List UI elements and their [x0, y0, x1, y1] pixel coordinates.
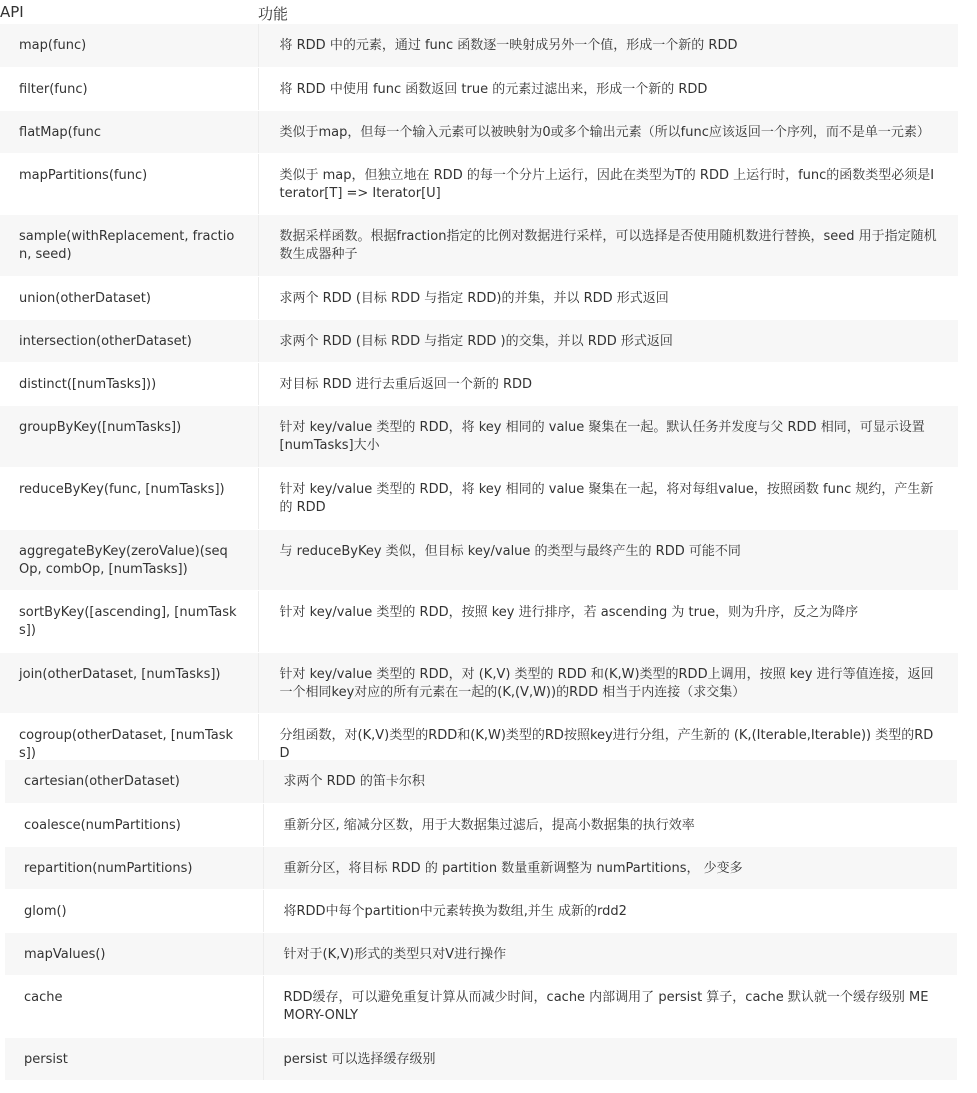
- api-cell: map(func): [19, 38, 87, 53]
- description-cell: 针对 key/value 类型的 RDD，将 key 相同的 value 聚集在一起，将对每组value，按照函数 func 规约，产生新的 RDD: [279, 481, 934, 515]
- description-cell: 数据采样函数。根据fraction指定的比例对数据进行采样，可以选择是否使用随机数进行替换，seed 用于指定随机数生成器种子: [279, 228, 937, 262]
- table-row: [0, 590, 958, 652]
- api-cell: intersection(otherDataset): [19, 333, 192, 349]
- table-row: [0, 24, 958, 67]
- description-cell: 将 RDD 中使用 func 函数返回 true 的元素过滤出来，形成一个新的 RDD: [279, 81, 708, 97]
- api-cell: mapPartitions(func): [19, 167, 148, 183]
- table-row: [0, 713, 958, 763]
- description-cell: 求两个 RDD (目标 RDD 与指定 RDD)的并集，并以 RDD 形式返回: [279, 290, 669, 306]
- api-cell: cogroup(otherDataset, [numTasks]): [19, 727, 234, 761]
- description-cell: 求两个 RDD (目标 RDD 与指定 RDD )的交集，并以 RDD 形式返回: [279, 333, 673, 349]
- table-row: [0, 529, 958, 590]
- table-row: [0, 153, 958, 214]
- table-header: [0, 0, 977, 24]
- table-row: [5, 889, 957, 932]
- table-row: [0, 319, 958, 362]
- description-cell: 求两个 RDD 的笛卡尔积: [283, 774, 425, 789]
- table-row: [5, 760, 957, 803]
- api-cell: filter(func): [19, 81, 88, 97]
- table-row: [0, 467, 958, 529]
- description-cell: 重新分区，将目标 RDD 的 partition 数量重新调整为 numPartitions， 少变多: [283, 860, 743, 876]
- api-cell: flatMap(func: [19, 124, 101, 140]
- table-row: [0, 110, 958, 153]
- api-cell: join(otherDataset, [numTasks]): [19, 666, 221, 682]
- description-cell: 将RDD中每个partition中元素转换为数组,并生 成新的rdd2: [283, 903, 627, 919]
- api-cell: mapValues(): [24, 946, 106, 962]
- table-row: [0, 214, 958, 276]
- api-cell: cache: [24, 989, 63, 1005]
- api-cell: persist: [24, 1051, 68, 1067]
- api-cell: union(otherDataset): [19, 290, 151, 306]
- description-cell: 类似于map，但每一个输入元素可以被映射为0或多个输出元素（所以func应该返回一个序列，而不是单一元素）: [279, 124, 930, 140]
- api-cell: glom(): [24, 903, 67, 919]
- api-cell: sample(withReplacement, fraction, seed): [19, 228, 235, 262]
- table-row: [5, 975, 957, 1037]
- description-cell: 对目标 RDD 进行去重后返回一个新的 RDD: [279, 376, 533, 392]
- api-table-main: [0, 24, 958, 764]
- api-cell: reduceByKey(func, [numTasks]): [19, 481, 225, 497]
- table-row: [5, 1037, 957, 1080]
- api-cell: aggregateByKey(zeroValue)(seqOp, combOp, [numTasks]): [19, 543, 228, 577]
- table-row: [0, 362, 958, 405]
- description-cell: 类似于 map，但独立地在 RDD 的每一个分片上运行，因此在类型为T的 RDD 上运行时，func的函数类型必须是Iterator[T] => Iterator[U]: [279, 167, 935, 201]
- description-cell: 针对 key/value 类型的 RDD，对 (K,V) 类型的 RDD 和(K,W)类型的RDD上调用，按照 key 进行等值连接，返回一个相同key对应的所有元素在一起的(K,(V,W))的RDD 相当于内连接（求交集）: [279, 666, 934, 700]
- description-cell: 针对于(K,V)形式的类型只对V进行操作: [283, 946, 507, 962]
- description-cell: 将 RDD 中的元素，通过 func 函数逐一映射成另外一个值，形成一个新的 RDD: [279, 38, 738, 53]
- description-cell: 针对 key/value 类型的 RDD，将 key 相同的 value 聚集在一起。默认任务并发度与父 RDD 相同，可显示设置 [numTasks]大小: [279, 419, 925, 453]
- api-cell: repartition(numPartitions): [24, 860, 193, 876]
- api-cell: coalesce(numPartitions): [24, 817, 181, 833]
- table-row: [5, 932, 957, 975]
- description-cell: 重新分区, 缩减分区数，用于大数据集过滤后，提高小数据集的执行效率: [283, 817, 695, 833]
- table-row: [0, 276, 958, 319]
- table-row: [5, 803, 957, 846]
- column-header-api: API: [0, 3, 24, 21]
- description-cell: 与 reduceByKey 类似，但目标 key/value 的类型与最终产生的 RDD 可能不同: [279, 543, 741, 559]
- api-cell: distinct([numTasks])): [19, 376, 157, 392]
- column-header-function: 功能: [258, 5, 289, 23]
- api-cell: sortByKey([ascending], [numTasks]): [19, 604, 237, 638]
- api-cell: cartesian(otherDataset): [24, 774, 180, 789]
- description-cell: 针对 key/value 类型的 RDD，按照 key 进行排序，若 ascending 为 true，则为升序，反之为降序: [279, 604, 859, 620]
- description-cell: persist 可以选择缓存级别: [283, 1051, 436, 1067]
- description-cell: 分组函数，对(K,V)类型的RDD和(K,W)类型的RD按照key进行分组，产生新的 (K,(Iterable,Iterable)) 类型的RDD: [279, 727, 934, 761]
- table-row: [0, 652, 958, 713]
- table-row: [0, 405, 958, 467]
- api-table-continued: [5, 760, 957, 1081]
- description-cell: RDD缓存，可以避免重复计算从而减少时间，cache 内部调用了 persist 算子，cache 默认就一个缓存级别 MEMORY-ONLY: [283, 989, 929, 1023]
- api-cell: groupByKey([numTasks]): [19, 419, 182, 435]
- table-row: [5, 846, 957, 889]
- table-row: [0, 67, 958, 110]
